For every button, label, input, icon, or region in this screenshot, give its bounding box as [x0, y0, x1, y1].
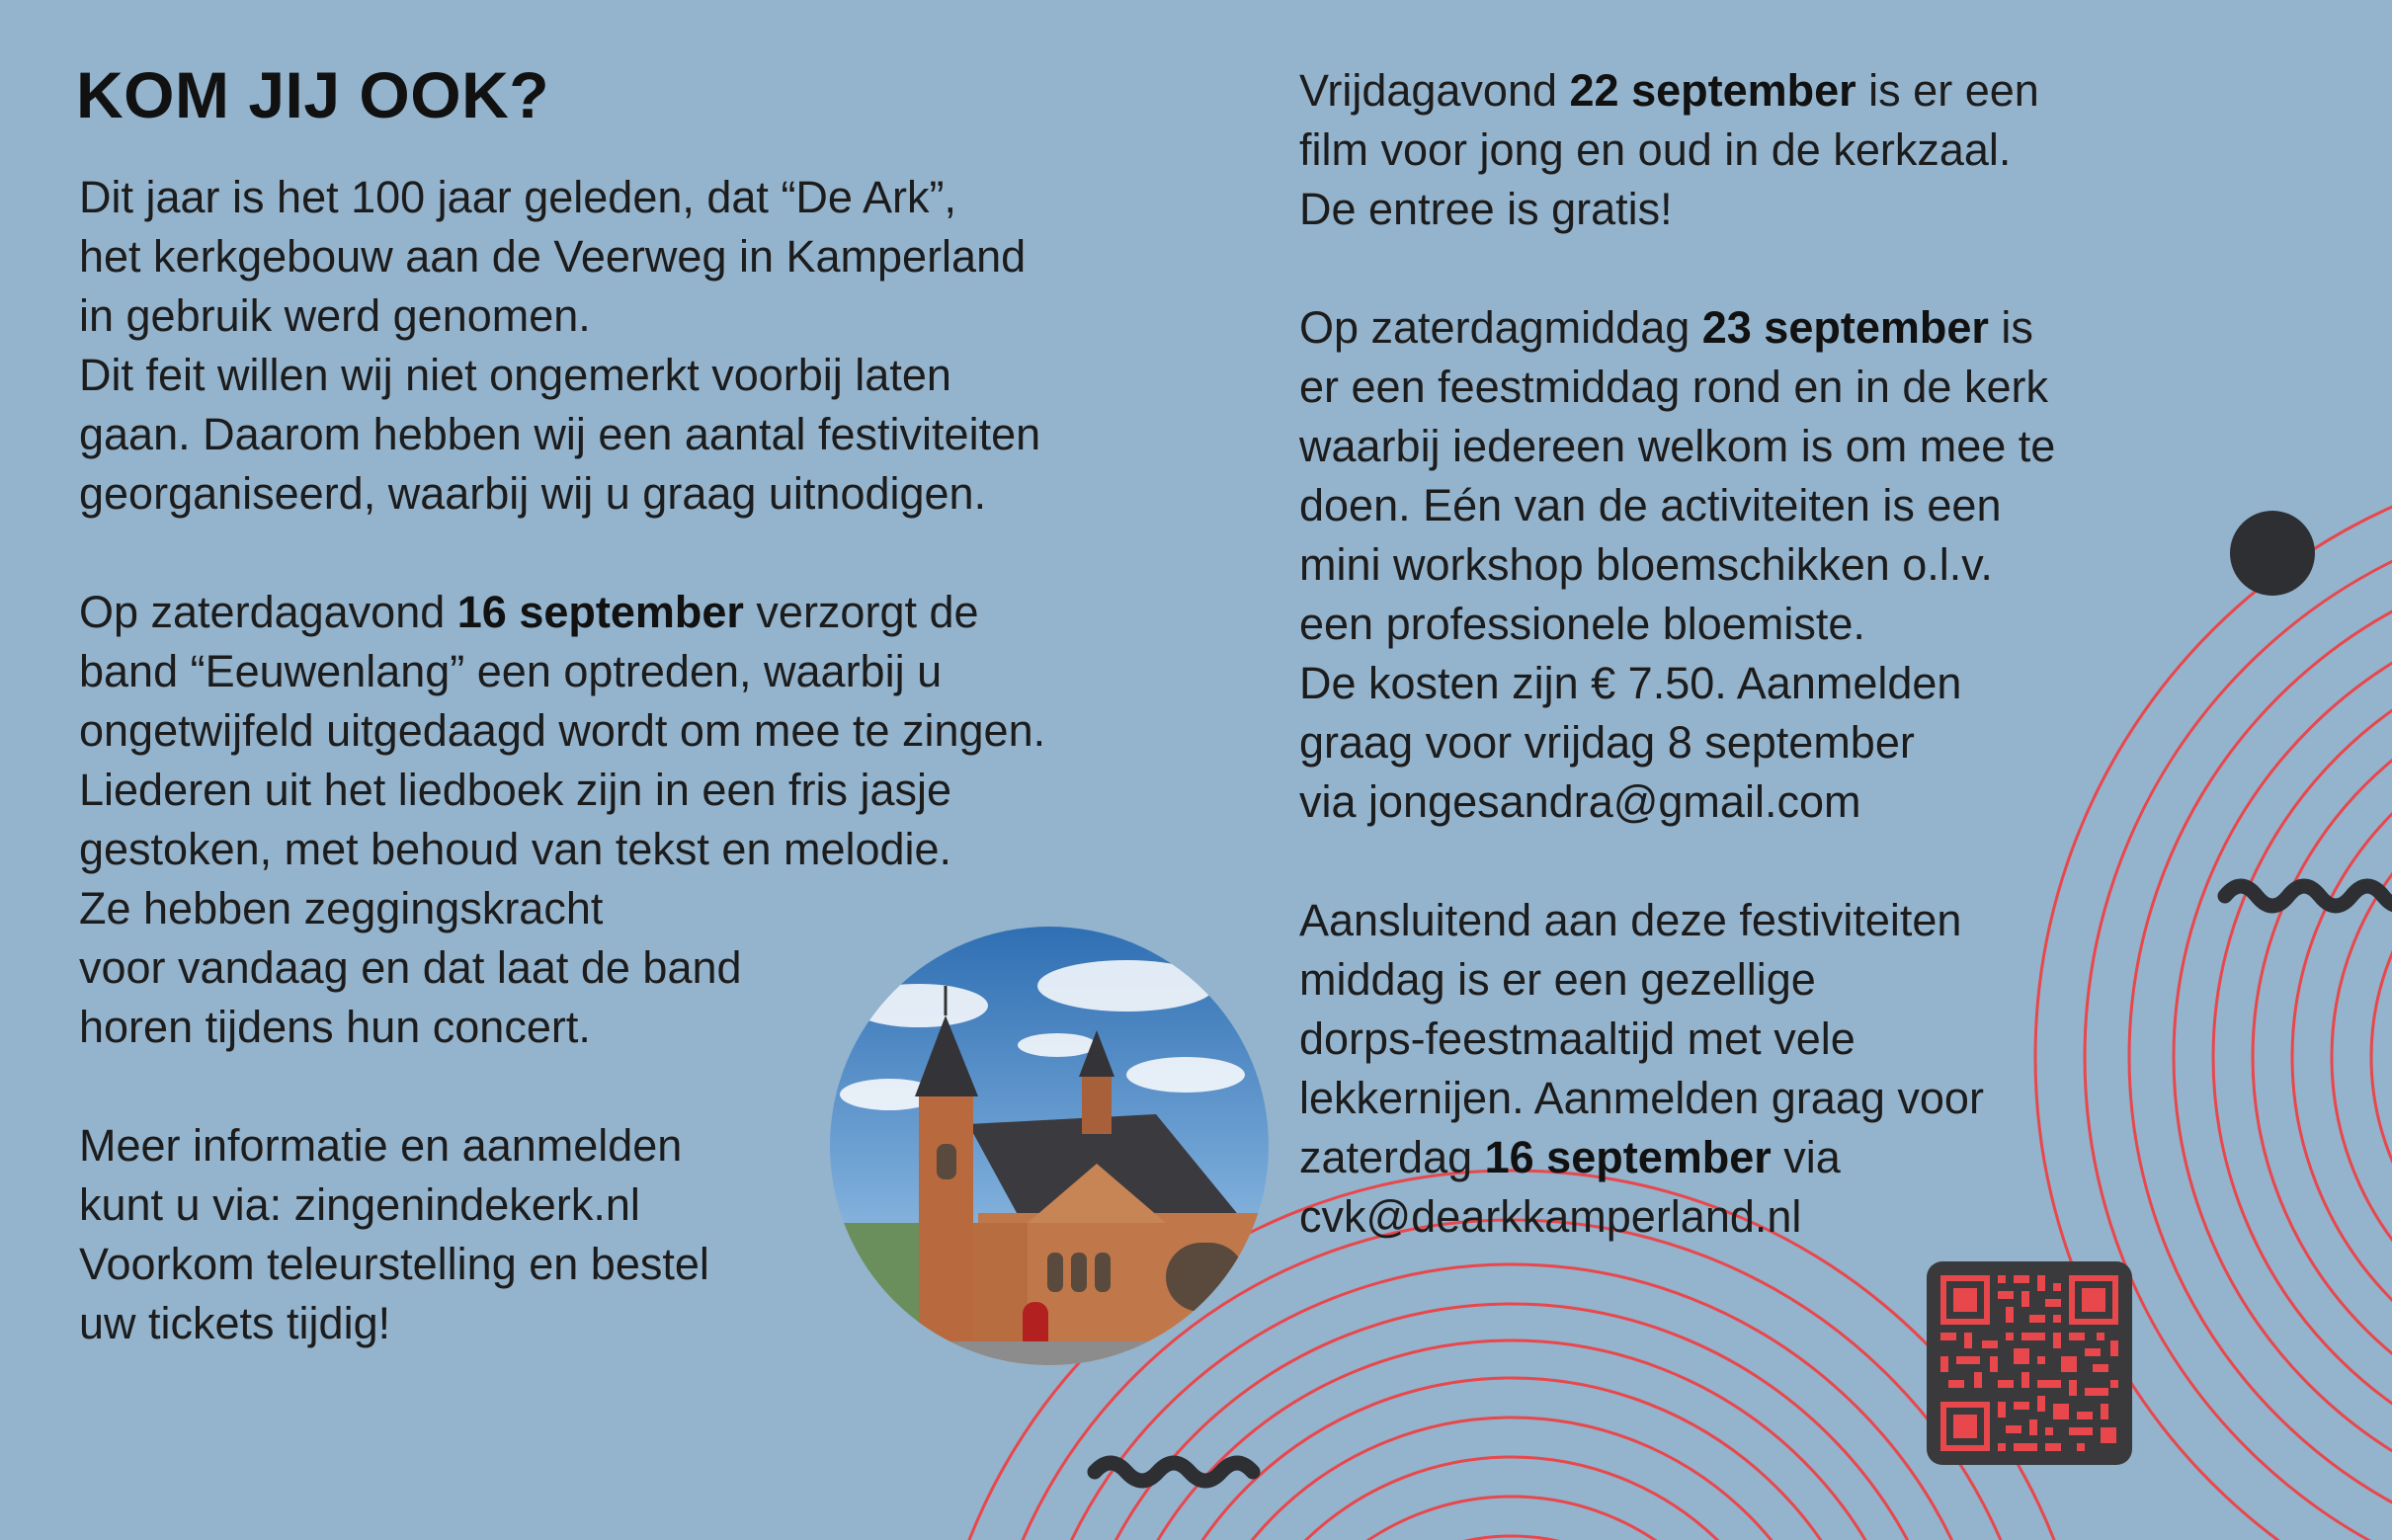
text-line: Dit feit willen wij niet ongemerkt voorbij laten [79, 350, 951, 400]
text-fragment: is er een [1856, 65, 2039, 116]
intro-paragraph [79, 168, 1196, 524]
text-line: horen tijdens hun concert. [79, 1002, 591, 1052]
text-line: lekkernijen. Aanmelden graag voor [1299, 1073, 1984, 1123]
qr-code-icon[interactable] [1927, 1261, 2132, 1465]
text-line: dorps-feestmaaltijd met vele [1299, 1013, 1856, 1064]
zigzag-shape-right [2225, 886, 2392, 906]
text-fragment: is [1988, 302, 2033, 353]
dinner-paragraph [1299, 891, 2188, 1247]
text-fragment: Op zaterdagmiddag [1299, 302, 1702, 353]
text-line: ongetwijfeld uitgedaagd wordt om mee te zingen. [79, 705, 1046, 756]
text-line: waarbij iedereen welkom is om mee te [1299, 421, 2056, 471]
text-line: er een feestmiddag rond en in de kerk [1299, 362, 2048, 412]
text-line: cvk@dearkkamperland.nl [1299, 1191, 1802, 1242]
text-line: voor vandaag en dat laat de band [79, 942, 742, 993]
church-photo [830, 927, 1269, 1365]
text-line: via jongesandra@gmail.com [1299, 776, 1861, 827]
text-line: Dit jaar is het 100 jaar geleden, dat “De Ark”, [79, 172, 956, 222]
qr-code-graphic [1927, 1261, 2132, 1465]
text-line: een professionele bloemiste. [1299, 599, 1865, 649]
text-line: middag is er een gezellige [1299, 954, 1816, 1005]
zigzag-shape-bottom [1095, 1463, 1253, 1481]
text-fragment: Vrijdagavond [1299, 65, 1570, 116]
text-line [1299, 61, 2188, 121]
text-line: Voorkom teleurstelling en bestel [79, 1239, 709, 1289]
text-line: Ze hebben zeggingskracht [79, 883, 604, 933]
text-line [1299, 1128, 2188, 1187]
text-line: De kosten zijn € 7.50. Aanmelden [1299, 658, 1962, 708]
text-line: gaan. Daarom hebben wij een aantal festiviteiten [79, 409, 1041, 459]
text-line: doen. Eén van de activiteiten is een [1299, 480, 2002, 530]
text-line [79, 583, 1196, 642]
text-line: film voor jong en oud in de kerkzaal. [1299, 124, 2012, 175]
feast-paragraph [1299, 298, 2188, 832]
church-illustration [830, 927, 1269, 1365]
text-line: gestoken, met behoud van tekst en melodie. [79, 824, 952, 874]
right-column [1299, 61, 2188, 1247]
text-line: het kerkgebouw aan de Veerweg in Kamperland [79, 231, 1027, 282]
event-date: 22 september [1569, 65, 1856, 116]
film-paragraph [1299, 61, 2188, 239]
event-date: 16 september [456, 587, 744, 637]
event-date: 16 september [1484, 1132, 1772, 1182]
text-line: in gebruik werd genomen. [79, 290, 591, 341]
text-line: kunt u via: zingenindekerk.nl [79, 1179, 640, 1230]
dot-shape [2230, 511, 2315, 596]
event-date: 23 september [1701, 302, 1989, 353]
text-fragment: via [1771, 1132, 1841, 1182]
text-line: uw tickets tijdig! [79, 1298, 391, 1348]
text-fragment: verzorgt de [743, 587, 979, 637]
text-line: Liederen uit het liedboek zijn in een fris jasje [79, 765, 952, 815]
text-line [1299, 298, 2188, 358]
page-title: KOM JIJ OOK? [76, 58, 550, 131]
text-line: De entree is gratis! [1299, 184, 1673, 234]
text-line: band “Eeuwenlang” een optreden, waarbij u [79, 646, 943, 696]
text-line: Aansluitend aan deze festiviteiten [1299, 895, 1962, 945]
text-line: georganiseerd, waarbij wij u graag uitnodigen. [79, 468, 987, 519]
text-line: graag voor vrijdag 8 september [1299, 717, 1915, 768]
text-line: Meer informatie en aanmelden [79, 1120, 683, 1171]
text-line: mini workshop bloemschikken o.l.v. [1299, 539, 1993, 590]
text-fragment: Op zaterdagavond [79, 587, 457, 637]
text-fragment: zaterdag [1299, 1132, 1485, 1182]
